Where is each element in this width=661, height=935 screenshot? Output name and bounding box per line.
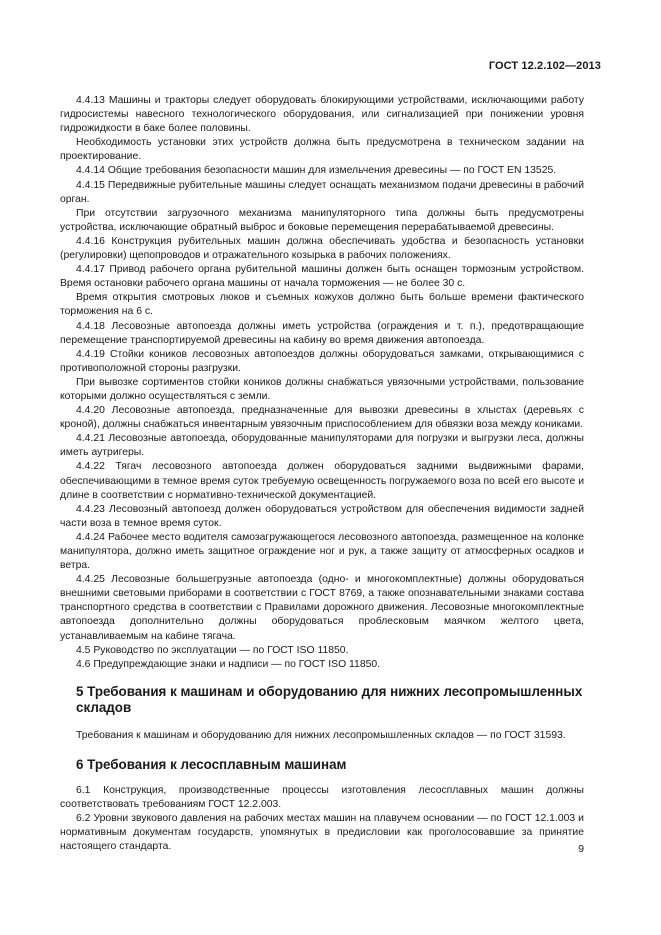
paragraph-6-2: 6.2 Уровни звукового давления на рабочих местах машин на плавучем основании — по ГОСТ 12.1.003 и нормативным документам государств, упомянутых в предисловии как проголосовавшие за принятие настоящего стандарта. [60,812,584,853]
paragraph-4-4-15: 4.4.15 Передвижные рубительные машины следует оснащать механизмом подачи древесины в рабочий орган. [60,179,584,205]
paragraph-4-4-20: 4.4.20 Лесовозные автопоезда, предназначенные для вывозки древесины в хлыстах (деревьях с кроной), должны снабжаться инвентарным увязочным приспособлением для обвязки воза между кониками. [60,405,584,431]
paragraph-4-4-22: 4.4.22 Тягач лесовозного автопоезда должен оборудоваться задними выдвижными фарами, обеспечивающими в темное время суток требуемую освещенность погружаемого воза по всей его высоте и длине в соответствии с нормативно-технической документацией. [60,461,584,501]
section-5-heading: 5 Требования к машинам и оборудованию для нижних лесопромышленных складов [76,683,583,716]
paragraph-4-4-13-note: Необходимость установки этих устройств должна быть предусмотрена в техническом задании на проектирование. [60,137,584,163]
section-5-paragraph: Требования к машинам и оборудованию для нижних лесопромышленных складов — по ГОСТ 31593. [76,730,566,742]
paragraph-4-4-14: 4.4.14 Общие требования безопасности машин для измельчения древесины — по ГОСТ EN 13525. [76,165,557,177]
paragraph-4-6: 4.6 Предупреждающие знаки и надписи — по ГОСТ ISO 11850. [76,658,381,670]
paragraph-4-4-15-note: При отсутствии загрузочного механизма манипуляторного типа должны быть предусмотрены устройства, исключающие обратный выброс и боковые перемещения перерабатываемой древесины. [60,207,584,233]
section-6-heading: 6 Требования к лесосплавным машинам [76,757,347,773]
paragraph-4-4-24: 4.4.24 Рабочее место водителя самозагружающегося лесовозного автопоезда, размещенное на колонке манипулятора, должно иметь защитное ограждение ног и рук, а также защиту от атмосферных осадков и ветра. [60,531,584,572]
paragraph-4-4-17: 4.4.17 Привод рабочего органа рубительной машины должен быть оснащен тормозным устройством. Время остановки рабочего органа машины от начала торможения — не более 30 с. [60,264,584,290]
paragraph-4-4-17-note: Время открытия смотровых люков и съемных кожухов должно быть больше времени фактического торможения на 6 с. [60,292,584,318]
paragraph-6-1: 6.1 Конструкция, производственные процессы изготовления лесосплавных машин должны соответствовать требованиям ГОСТ 12.2.003. [60,784,584,810]
paragraph-4-4-19: 4.4.19 Стойки коников лесовозных автопоездов должны оборудоваться замками, открывающимися с противоположной стороны разгрузки. [60,348,584,374]
document-body [60,94,584,854]
paragraph-4-5: 4.5 Руководство по эксплуатации — по ГОСТ ISO 11850. [76,644,349,656]
paragraph-4-4-25: 4.4.25 Лесовозные большегрузные автопоезда (одно- и многокомплектные) должны оборудоваться внешними световыми приборами в соответствии с ГОСТ 8769, а также опознавательными знаками состава транспортного средства в соответствии с Правилами дорожного движения. Лесовозные многокомплектные автопоезда дополнительно должны оборудоваться проблесковым маячком желтого цвета, устанавливаемым на кабине тягача. [60,574,584,642]
document-code: ГОСТ 12.2.102—2013 [488,60,601,72]
paragraph-4-4-13: 4.4.13 Машины и тракторы следует оборудовать блокирующими устройствами, исключающими работу гидросистемы навесного технологического оборудования, или сигнализацией при понижении уровня гидрожидкости в баке более половины. [60,95,584,135]
paragraph-4-4-16: 4.4.16 Конструкция рубительных машин должна обеспечивать удобства и безопасность установки (регулировки) щепопроводов и отражательного козырька в рабочих положениях. [60,235,584,262]
paragraph-4-4-18: 4.4.18 Лесовозные автопоезда должны иметь устройства (ограждения и т. п.), предотвращающие перемещение транспортируемой древесины на кабину во время движения автопоезда. [60,320,584,346]
paragraph-4-4-23: 4.4.23 Лесовозный автопоезд должен оборудоваться устройством для обеспечения видимости задней части воза в темное время суток. [60,503,584,529]
page-number: 9 [578,844,584,855]
paragraph-4-4-19-note: При вывозке сортиментов стойки коников должны снабжаться увязочными устройствами, пользование которыми должно осуществляться с земли. [60,376,584,402]
paragraph-4-4-21: 4.4.21 Лесовозные автопоезда, оборудованные манипуляторами для погрузки и выгрузки леса, должны иметь аутригеры. [60,433,584,459]
